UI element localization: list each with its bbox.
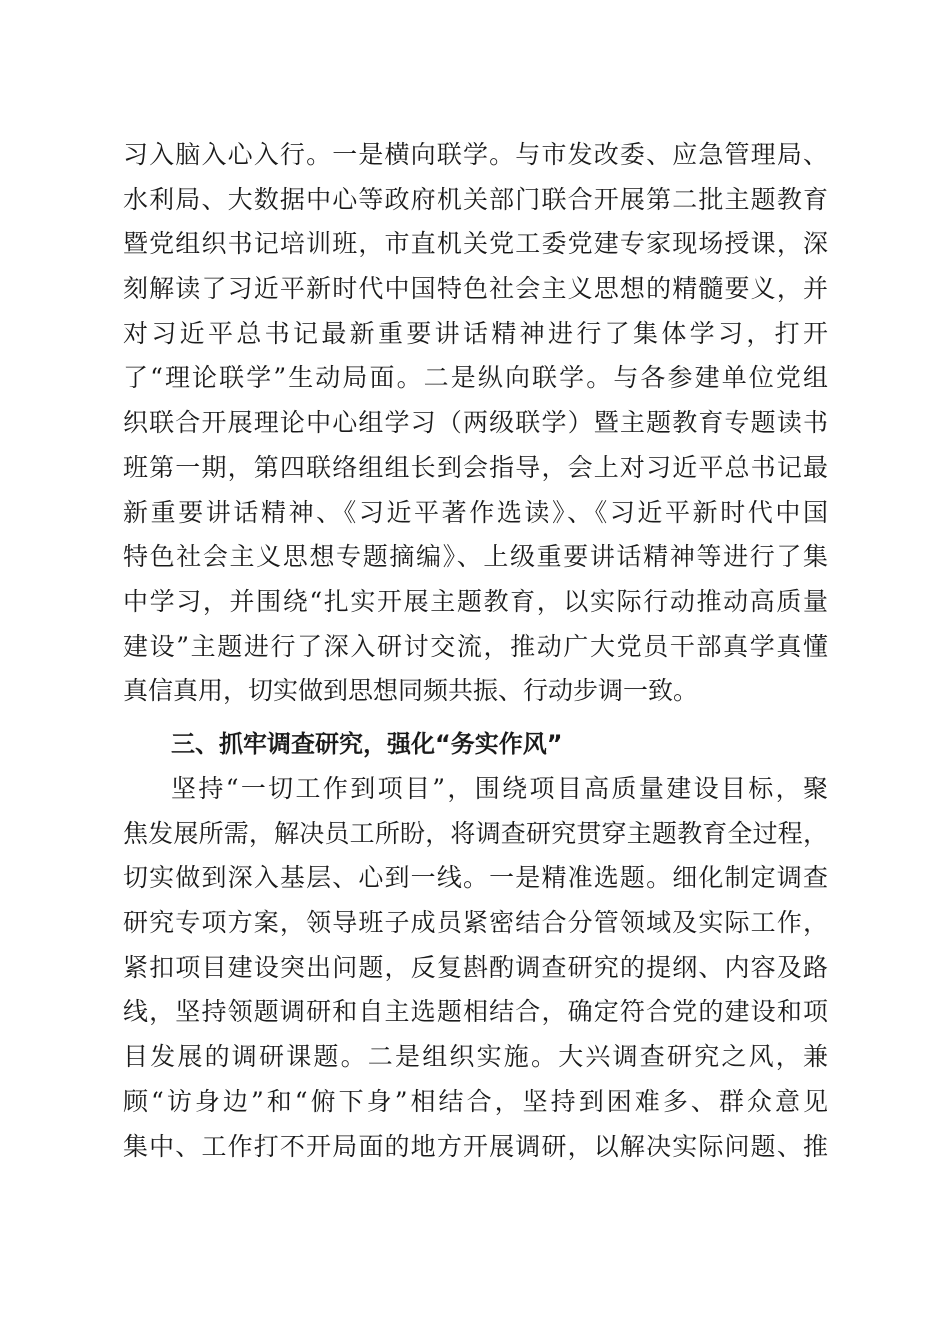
text-line: 目发展的调研课题。二是组织实施。大兴调查研究之风，兼 (123, 1042, 828, 1072)
text-line: 班第一期，第四联络组组长到会指导，会上对习近平总书记最 (123, 452, 828, 482)
paragraph-theory-study (123, 133, 828, 714)
text-line: 切实做到深入基层、心到一线。一是精准选题。细化制定调查 (123, 863, 828, 893)
text-line: 新重要讲话精神、《习近平著作选读》、《习近平新时代中国 (123, 497, 828, 527)
text-line: 中学习，并围绕“扎实开展主题教育，以实际行动推动高质量 (123, 586, 828, 616)
text-line: 特色社会主义思想专题摘编》、上级重要讲话精神等进行了集 (123, 542, 828, 572)
text-line: 习入脑入心入行。一是横向联学。与市发改委、应急管理局、 (123, 140, 828, 169)
text-line: 刻解读了习近平新时代中国特色社会主义思想的精髓要义，并 (123, 274, 828, 304)
text-line: 线，坚持领题调研和自主选题相结合，确定符合党的建设和项 (123, 997, 828, 1027)
text-line: 真信真用，切实做到思想同频共振、行动步调一致。 (123, 676, 699, 706)
section-heading (123, 722, 828, 767)
paragraph-research (123, 767, 828, 1169)
text-line: 顾“访身边”和“俯下身”相结合，坚持到困难多、群众意见 (123, 1086, 828, 1116)
text-line: 了“理论联学”生动局面。二是纵向联学。与各参建单位党组 (123, 363, 828, 393)
text-line: 水利局、大数据中心等政府机关部门联合开展第二批主题教育 (123, 184, 828, 214)
text-line: 坚持“一切工作到项目”，围绕项目高质量建设目标，聚 (171, 774, 828, 803)
text-line: 紧扣项目建设突出问题，反复斟酌调查研究的提纲、内容及路 (123, 952, 828, 982)
text-line: 织联合开展理论中心组学习（两级联学）暨主题教育专题读书 (123, 408, 828, 438)
text-line: 集中、工作打不开局面的地方开展调研，以解决实际问题、推 (123, 1131, 828, 1161)
text-line: 暨党组织书记培训班，市直机关党工委党建专家现场授课，深 (123, 229, 828, 259)
text-line: 研究专项方案，领导班子成员紧密结合分管领域及实际工作， (123, 908, 828, 938)
text-line: 对习近平总书记最新重要讲话精神进行了集体学习，打开 (123, 318, 828, 348)
text-line: 建设”主题进行了深入研讨交流，推动广大党员干部真学真懂 (123, 631, 828, 661)
section-heading-text: 三、抓牢调查研究，强化“务实作风” (171, 730, 563, 758)
text-line: 焦发展所需，解决员工所盼，将调查研究贯穿主题教育全过程， (123, 818, 828, 848)
